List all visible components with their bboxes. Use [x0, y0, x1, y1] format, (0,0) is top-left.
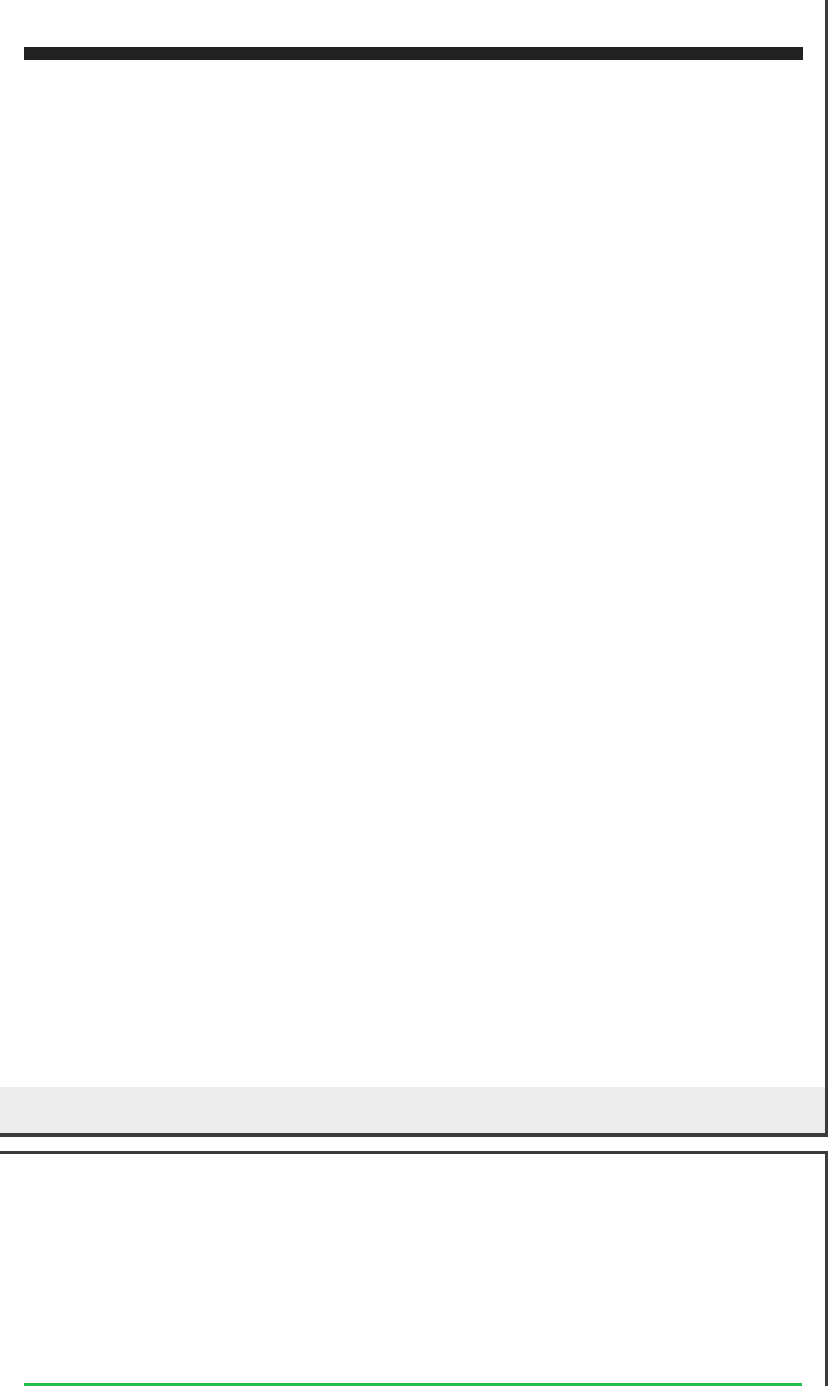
- time-cell: [533, 59, 609, 60]
- person-cell: [609, 59, 803, 60]
- page-divider: [0, 1133, 828, 1137]
- distribution-table: [24, 47, 803, 60]
- table-row: [25, 59, 803, 60]
- page-divider: [0, 1151, 828, 1154]
- page-gap: [0, 1087, 828, 1135]
- place-cell: [434, 59, 533, 60]
- day1-rows: [25, 52, 803, 60]
- date-cell: [25, 59, 125, 60]
- donor-cell: [125, 59, 235, 60]
- type-cell: [235, 59, 434, 60]
